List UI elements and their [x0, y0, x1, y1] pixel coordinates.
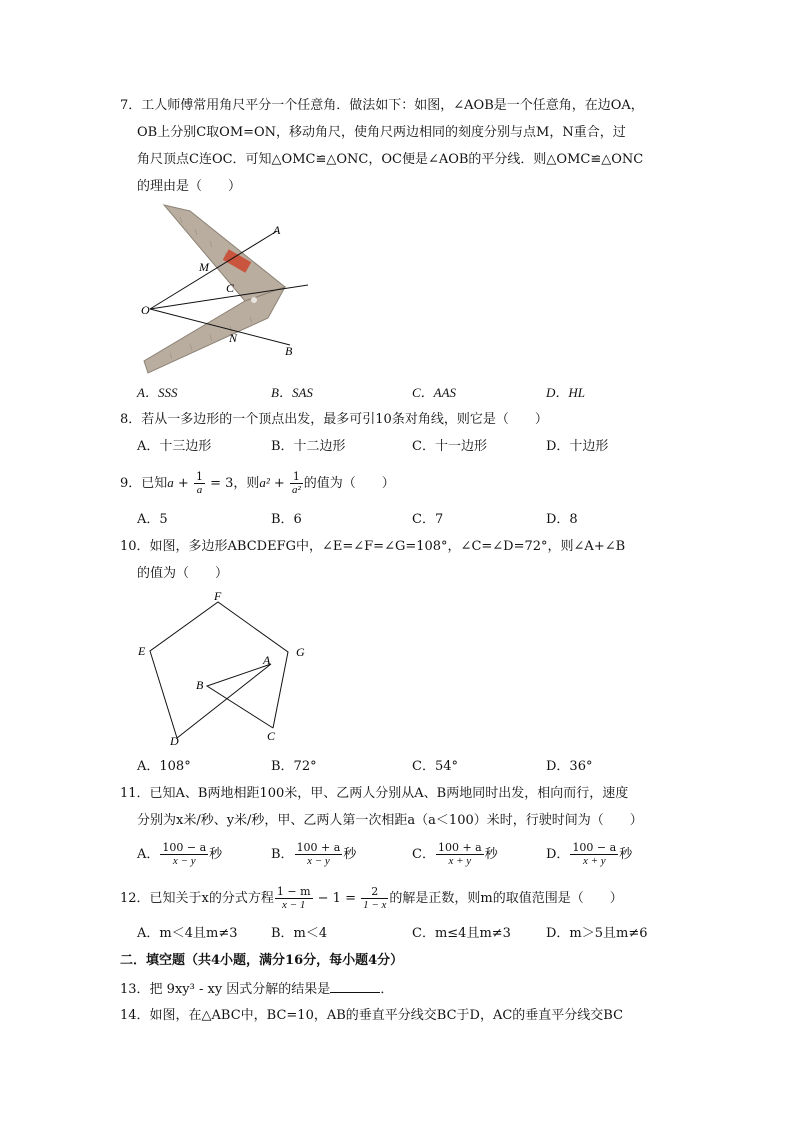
label-a: A: [263, 653, 271, 667]
q12-fraction-2: $\frac{2}{1 - x}$: [363, 885, 387, 911]
q7-figure: [140, 203, 320, 375]
q10-line1: 10．如图，多边形ABCDEFG中，∠E=∠F=∠G=108°，∠C=∠D=72°，则∠A+∠B: [120, 539, 626, 554]
label-b: B: [285, 344, 293, 358]
q11-line2: 分别为x米/秒、y米/秒，甲、乙两人第一次相距a（a＜100）米时，行驶时间为（ ）: [137, 813, 643, 828]
q9-option-b[interactable]: B．6: [271, 512, 302, 527]
q7-line4: 的理由是（ ）: [137, 179, 242, 194]
label-b: B: [196, 678, 204, 692]
label-a: A: [273, 223, 281, 237]
q12-option-b[interactable]: B．m＜4: [271, 926, 328, 941]
q10-option-a[interactable]: A．108°: [137, 759, 191, 774]
q9-option-d[interactable]: D．8: [546, 512, 578, 527]
q12-text: 12．已知关于x的分式方程 $\frac{1 - m}{x - 1}$ − 1 = $\frac{2}{1 - x}$ 的解是正数，则m的取值范围是（ ）: [120, 885, 623, 911]
q11-option-a[interactable]: A． $\frac{100 - a}{x - y}$ 秒: [137, 841, 223, 867]
q8-option-d[interactable]: D．十边形: [546, 439, 609, 454]
q10-option-d[interactable]: D．36°: [546, 759, 593, 774]
q7-line1: 7．工人师傅常用角尺平分一个任意角．做法如下：如图，∠AOB是一个任意角，在边OA，: [120, 98, 644, 113]
q9-fraction-2: $\frac{1}{\text{a²}}$: [291, 470, 301, 496]
label-f: F: [214, 589, 222, 603]
q13-text: 13．把 9xy³ - xy 因式分解的结果是 ．: [120, 982, 394, 997]
q7-option-c[interactable]: C．AAS: [412, 385, 457, 400]
q10-option-b[interactable]: B．72°: [271, 759, 317, 774]
q9-fraction-1: $\frac{1}{a}$: [195, 470, 203, 496]
q7-line2: OB上分别C取OM=ON，移动角尺，使角尺两边相同的刻度分别与点M，N重合，过: [137, 125, 626, 140]
q10-figure: [135, 588, 315, 748]
section-fill-in-title: 二．填空题（共4小题，满分16分，每小题4分）: [120, 953, 404, 968]
q7-line3: 角尺顶点C连OC．可知△OMC≌△ONC，OC便是∠AOB的平分线．则△OMC≌△ONC: [137, 152, 644, 167]
q9-option-a[interactable]: A．5: [137, 512, 168, 527]
label-m: M: [199, 260, 209, 274]
q10-line2: 的值为（ ）: [137, 566, 229, 581]
square-upper-arm: [164, 205, 285, 301]
square-hole: [251, 297, 257, 303]
q12-option-a[interactable]: A．m＜4且m≠3: [137, 926, 238, 941]
q10-option-c[interactable]: C．54°: [412, 759, 458, 774]
q7-option-d[interactable]: D．HL: [546, 385, 586, 400]
label-d: D: [170, 734, 179, 748]
q8-text: 8．若从一多边形的一个顶点出发，最多可引10条对角线，则它是（ ）: [120, 412, 548, 427]
q8-option-c[interactable]: C．十一边形: [412, 439, 487, 454]
q8-option-a[interactable]: A．十三边形: [137, 439, 212, 454]
q13-answer-blank[interactable]: [330, 980, 380, 993]
q14-line1: 14．如图，在△ABC中，BC=10，AB的垂直平分线交BC于D，AC的垂直平分线交BC: [120, 1008, 624, 1023]
q7-option-a[interactable]: A．SSS: [137, 385, 178, 400]
label-e: E: [138, 644, 146, 658]
q9-option-c[interactable]: C．7: [412, 512, 444, 527]
q12-fraction-1: $\frac{1 - m}{x - 1}$: [276, 885, 311, 911]
q11-option-d[interactable]: D． $\frac{100 - a}{x + y}$ 秒: [546, 841, 633, 867]
polygon-outer: [150, 602, 288, 738]
label-o: O: [141, 303, 150, 317]
q8-option-b[interactable]: B．十二边形: [271, 439, 346, 454]
q12-option-c[interactable]: C．m≤4且m≠3: [412, 926, 511, 941]
label-c: C: [226, 281, 235, 295]
q11-line1: 11．已知A、B两地相距100米，甲、乙两人分别从A、B两地同时出发，相向而行，速度: [120, 786, 629, 801]
q11-option-c[interactable]: C． $\frac{100 + a}{x + y}$ 秒: [412, 841, 498, 867]
label-c: C: [267, 729, 276, 743]
polygon-inner: [177, 664, 273, 738]
q9-text: 9．已知a + $\frac{1}{a}$ = 3，则a² + $\frac{1}{\text{a²}}$ 的值为（ ）: [120, 470, 395, 496]
label-n: N: [229, 331, 238, 345]
q7-option-b[interactable]: B．SAS: [271, 385, 313, 400]
q11-option-b[interactable]: B． $\frac{100 + a}{x - y}$ 秒: [271, 841, 357, 867]
label-g: G: [296, 645, 305, 659]
q12-option-d[interactable]: D．m＞5且m≠6: [546, 926, 648, 941]
